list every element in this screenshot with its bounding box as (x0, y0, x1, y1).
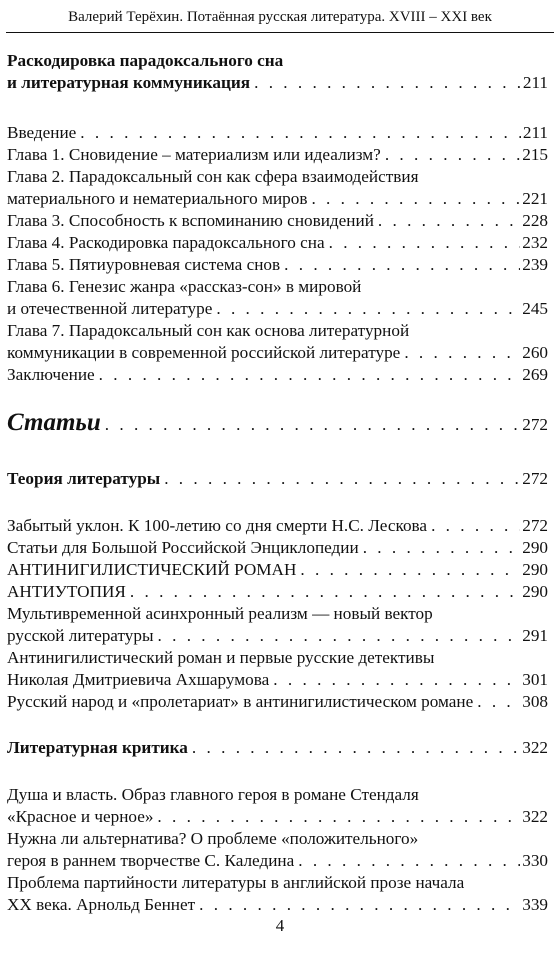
dot-leader (273, 669, 520, 691)
dot-leader (298, 850, 520, 872)
toc-entry-title: Глава 2. Парадоксальный сон как сфера взаимодействия (7, 167, 419, 186)
toc-page-number: 269 (522, 365, 548, 384)
toc-page-number: 339 (522, 895, 548, 914)
dot-leader (385, 144, 520, 166)
toc-page-number: 232 (522, 233, 548, 252)
toc-page-number: 228 (522, 211, 548, 230)
toc-entry (7, 210, 548, 232)
toc-entry-title: Мультивременной асинхронный реализм — новый вектор (7, 604, 433, 623)
toc-entry-title: «Красное и черное» (7, 807, 154, 826)
toc-entry (7, 166, 548, 210)
toc-entry-title: Глава 7. Парадоксальный сон как основа литературной (7, 321, 410, 340)
toc-page-number: 272 (522, 469, 548, 488)
toc-entry-title: АНТИУТОПИЯ (7, 582, 126, 601)
toc-page-number: 245 (522, 299, 548, 318)
dot-leader (363, 537, 521, 559)
dot-leader (300, 559, 520, 581)
toc-entry (7, 537, 548, 559)
toc-entry-title: коммуникации в современной российской литературе (7, 343, 401, 362)
dot-leader (192, 737, 520, 759)
toc-page-number: 330 (522, 851, 548, 870)
toc-entry (7, 320, 548, 364)
toc-entry-title: Глава 1. Сновидение – материализм или идеализм? (7, 145, 381, 164)
toc-entry (7, 122, 548, 144)
toc-page-number: 215 (522, 145, 548, 164)
toc-entry (7, 784, 548, 828)
toc-entry-title: Глава 4. Раскодировка парадоксального сна (7, 233, 325, 252)
dot-leader (99, 364, 521, 386)
toc-entry-title: Глава 6. Генезис жанра «рассказ-сон» в мировой (7, 277, 362, 296)
toc-page-number: 239 (522, 255, 548, 274)
dot-leader (199, 894, 520, 916)
toc-entry (7, 232, 548, 254)
toc-entry-title: Заключение (7, 365, 95, 384)
dot-leader (157, 806, 520, 828)
dot-leader (431, 515, 520, 537)
toc-entry (7, 364, 548, 386)
toc-entry (7, 828, 548, 872)
toc-entry (7, 581, 548, 603)
toc-entry (7, 276, 548, 320)
toc-entry-title: Статьи (7, 409, 101, 436)
toc-page-number: 272 (522, 415, 548, 434)
dot-leader (164, 468, 520, 490)
toc-entry-title: Забытый уклон. К 100-летию со дня смерти Н.С. Лескова (7, 516, 428, 535)
toc-entry-title: и отечественной литературе (7, 299, 213, 318)
toc-entry-title: Проблема партийности литературы в английской прозе начала (7, 873, 465, 892)
toc-entry-title: русской литературы (7, 626, 154, 645)
page-number: 4 (275, 916, 285, 935)
toc-entry-title: Раскодировка парадоксального сна (7, 51, 284, 70)
dot-leader (329, 232, 521, 254)
toc-entry (7, 254, 548, 276)
dot-leader (477, 691, 520, 713)
toc-entry (7, 559, 548, 581)
toc-entry-title: материального и нематериального миров (7, 189, 308, 208)
dot-leader (130, 581, 520, 603)
running-head: Валерий Терёхин. Потаённая русская литература. XVIII – XXI век (6, 6, 554, 33)
toc-entry-title: Введение (7, 123, 77, 142)
toc-entry-title: Нужна ли альтернатива? О проблеме «положительного» (7, 829, 419, 848)
toc-page-number: 290 (522, 538, 548, 557)
toc-page-number: 290 (522, 582, 548, 601)
dot-leader (158, 625, 521, 647)
toc-entry (7, 691, 548, 713)
toc-entry (7, 515, 548, 537)
toc-page-number: 291 (522, 626, 548, 645)
toc-entry-title: Николая Дмитриевича Ахшарумова (7, 670, 270, 689)
toc-page-number: 272 (522, 516, 548, 535)
dot-leader (254, 72, 521, 94)
dot-leader (404, 342, 520, 364)
toc-entry (7, 872, 548, 916)
toc-entry-title: Русский народ и «пролетариат» в антинигилистическом романе (7, 692, 474, 711)
toc-entry-title: Статьи для Большой Российской Энциклопедии (7, 538, 359, 557)
toc-entry-title: Душа и власть. Образ главного героя в романе Стендаля (7, 785, 419, 804)
toc-entry (7, 603, 548, 647)
toc-page-number: 322 (522, 807, 548, 826)
toc-entry (7, 468, 548, 490)
toc-entry (7, 647, 548, 691)
toc-entry-title: героя в раннем творчестве С. Каледина (7, 851, 295, 870)
toc-entry (7, 144, 548, 166)
dot-leader (311, 188, 520, 210)
toc-page-number: 290 (522, 560, 548, 579)
dot-leader (378, 210, 520, 232)
toc-page-number: 221 (522, 189, 548, 208)
toc-page-number: 211 (522, 123, 548, 142)
toc-page-number: 322 (522, 738, 548, 757)
toc-entry-title: Глава 5. Пятиуровневая система снов (7, 255, 281, 274)
toc-entry-title: и литературная коммуникация (7, 73, 251, 92)
dot-leader (105, 410, 520, 440)
dot-leader (80, 122, 521, 144)
toc-entry (7, 737, 548, 759)
toc-entry-title: Глава 3. Способность к вспоминанию сновидений (7, 211, 374, 230)
toc-entry-title: Литературная критика (7, 738, 188, 757)
toc-page-number: 260 (522, 343, 548, 362)
toc-page-number: 308 (522, 692, 548, 711)
toc-entry (7, 50, 548, 94)
toc-entry-title: Антинигилистический роман и первые русские детективы (7, 648, 435, 667)
toc-page-number: 211 (522, 73, 548, 92)
toc-page-number: 301 (522, 670, 548, 689)
toc-entry-title: XX века. Арнольд Беннет (7, 895, 196, 914)
dot-leader (284, 254, 520, 276)
toc-entry-title: АНТИНИГИЛИСТИЧЕСКИЙ РОМАН (7, 560, 297, 579)
toc-entry-title: Теория литературы (7, 469, 161, 488)
dot-leader (216, 298, 520, 320)
toc-entry (7, 408, 548, 438)
